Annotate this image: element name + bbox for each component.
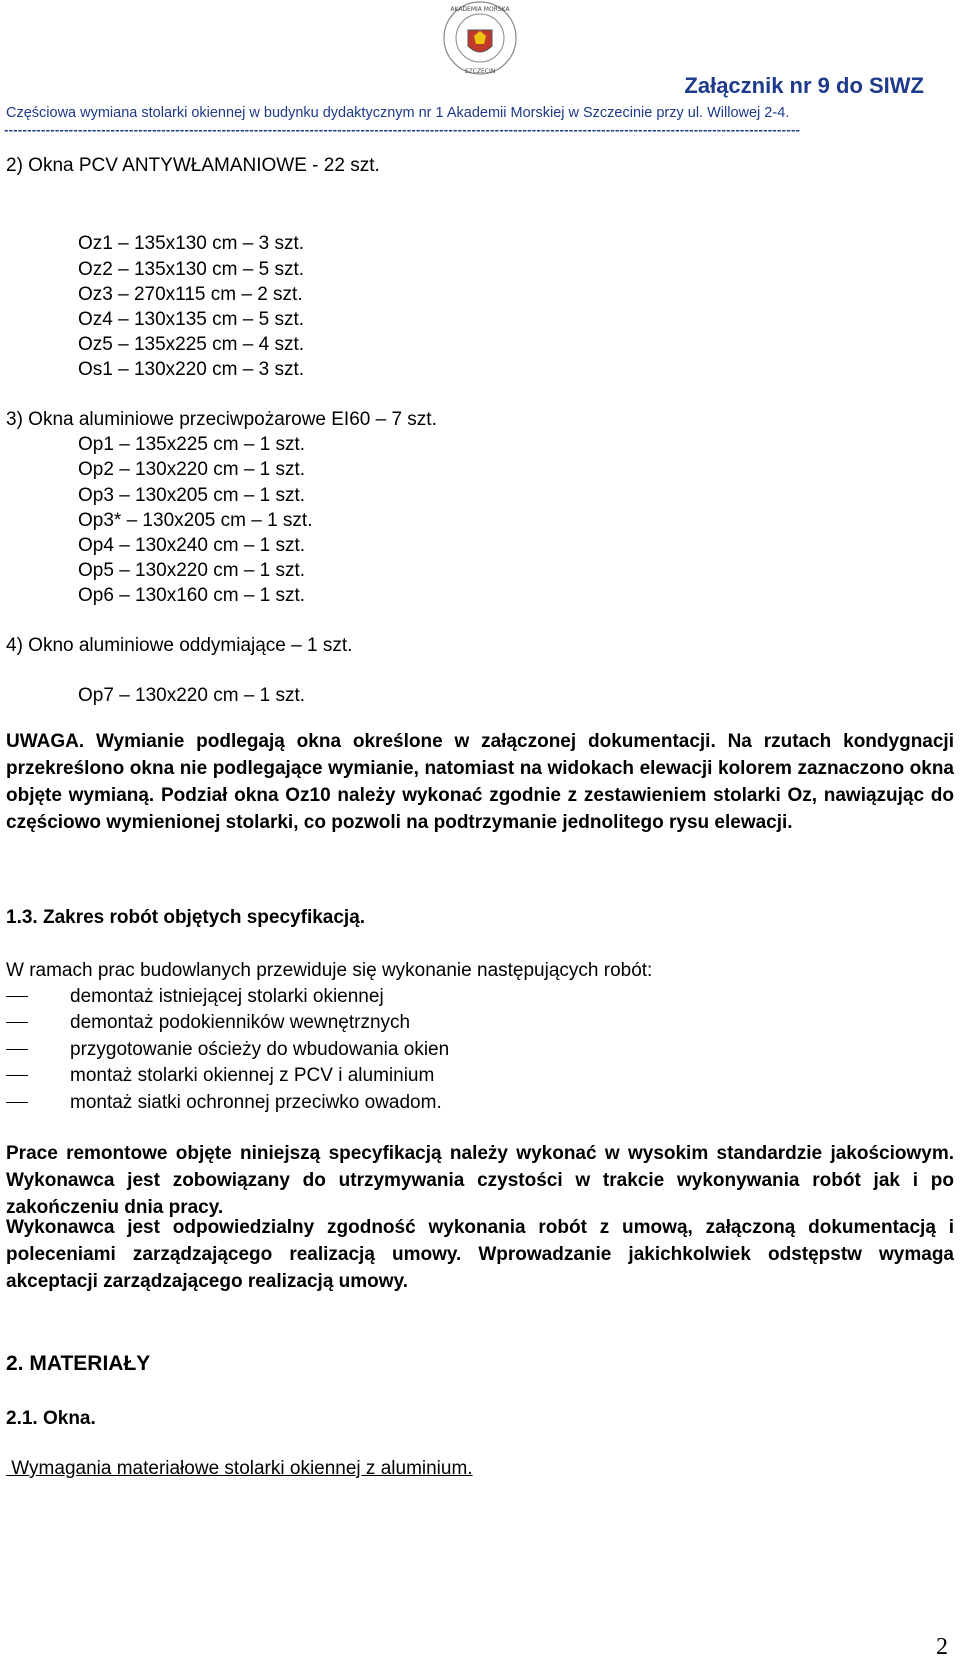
materials-requirements-link-text: Wymagania materiałowe stolarki okiennej z aluminium. [6, 1458, 473, 1479]
list-item: przygotowanie ościeży do wbudowania okien [6, 1039, 449, 1061]
list-item: Oz1 – 135x130 cm – 3 szt. [78, 233, 305, 254]
responsibility-paragraph: Wykonawca jest odpowiedzialny zgodność wykonania robót z umową, załączoną dokumentacją i poleceniami zarządzającego realizacją umowy. Wprowadzanie jakichkolwiek odstępstw wymaga akceptacji zarządzającego realizacją umowy. [6, 1217, 954, 1292]
svg-text:SZCZECIN: SZCZECIN [464, 68, 496, 75]
dash-bullet [6, 1102, 28, 1103]
list-item: montaż siatki ochronnej przeciwko owadom. [6, 1092, 442, 1114]
quality-paragraph: Prace remontowe objęte niniejszą specyfikacją należy wykonać w wysokim standardzie jakościowym. Wykonawca jest zobowiązany do utrzymywania czystości w trakcie wykonywania robót jak i po zakończeniu dnia pracy. [6, 1143, 954, 1218]
section-heading: 2) Okna PCV ANTYWŁAMANIOWE - 22 szt. [6, 155, 380, 176]
materials-heading: 2. MATERIAŁY [6, 1352, 151, 1375]
dash-bullet [6, 1022, 28, 1023]
header-divider: ---------------------------------------------------------------------------------------------------------------------------------------------------------------------------- [4, 122, 801, 137]
dash-bullet [6, 1049, 28, 1050]
list-item: Op3 – 130x205 cm – 1 szt. [78, 485, 306, 506]
list-item: Oz2 – 135x130 cm – 5 szt. [78, 259, 305, 280]
dash-bullet [6, 996, 28, 997]
dash-bullet [6, 1075, 28, 1076]
akademia-morska-logo [440, 0, 520, 80]
section-heading: 3) Okna aluminiowe przeciwpożarowe EI60 – 7 szt. [6, 409, 437, 430]
list-item: Oz3 – 270x115 cm – 2 szt. [78, 284, 303, 305]
list-item: montaż stolarki okiennej z PCV i aluminium [6, 1065, 434, 1087]
list-item: Os1 – 130x220 cm – 3 szt. [78, 359, 305, 380]
list-item: Op5 – 130x220 cm – 1 szt. [78, 560, 306, 581]
document-subtitle: Częściowa wymiana stolarki okiennej w budynku dydaktycznym nr 1 Akademii Morskiej w Szczecinie przy ul. Willowej 2-4. [6, 105, 790, 121]
list-item: demontaż podokienników wewnętrznych [6, 1012, 410, 1034]
list-item: Op6 – 130x160 cm – 1 szt. [78, 585, 306, 606]
scope-heading: 1.3. Zakres robót objętych specyfikacją. [6, 907, 366, 928]
list-item: Op4 – 130x240 cm – 1 szt. [78, 535, 306, 556]
page-number: 2 [936, 1634, 948, 1660]
scope-intro: W ramach prac budowlanych przewiduje się wykonanie następujących robót: [6, 960, 653, 981]
note-paragraph: UWAGA. Wymianie podlegają okna określone w załączonej dokumentacji. Na rzutach kondygnacji przekreślono okna nie podlegające wymianie, natomiast na widokach elewacji kolorem zaznaczono okna objęte wymianą. Podział okna Oz10 należy wykonać zgodnie z zestawieniem stolarki Oz, nawiązując do częściowo wymienionej stolarki, co pozwoli na podtrzymanie jednolitego rysu elewacji. [6, 731, 954, 833]
list-item: Op3* – 130x205 cm – 1 szt. [78, 510, 313, 531]
list-item: Oz4 – 130x135 cm – 5 szt. [78, 309, 305, 330]
list-item: demontaż istniejącej stolarki okiennej [6, 986, 384, 1008]
section-heading: 4) Okno aluminiowe oddymiające – 1 szt. [6, 635, 353, 656]
list-item: Op7 – 130x220 cm – 1 szt. [78, 685, 306, 706]
svg-text:AKADEMIA MORSKA: AKADEMIA MORSKA [450, 6, 510, 13]
list-item: Op2 – 130x220 cm – 1 szt. [78, 459, 306, 480]
list-item: Oz5 – 135x225 cm – 4 szt. [78, 334, 305, 355]
windows-subheading: 2.1. Okna. [6, 1408, 96, 1429]
list-item: Op1 – 135x225 cm – 1 szt. [78, 434, 306, 455]
attachment-title: Załącznik nr 9 do SIWZ [684, 73, 924, 98]
